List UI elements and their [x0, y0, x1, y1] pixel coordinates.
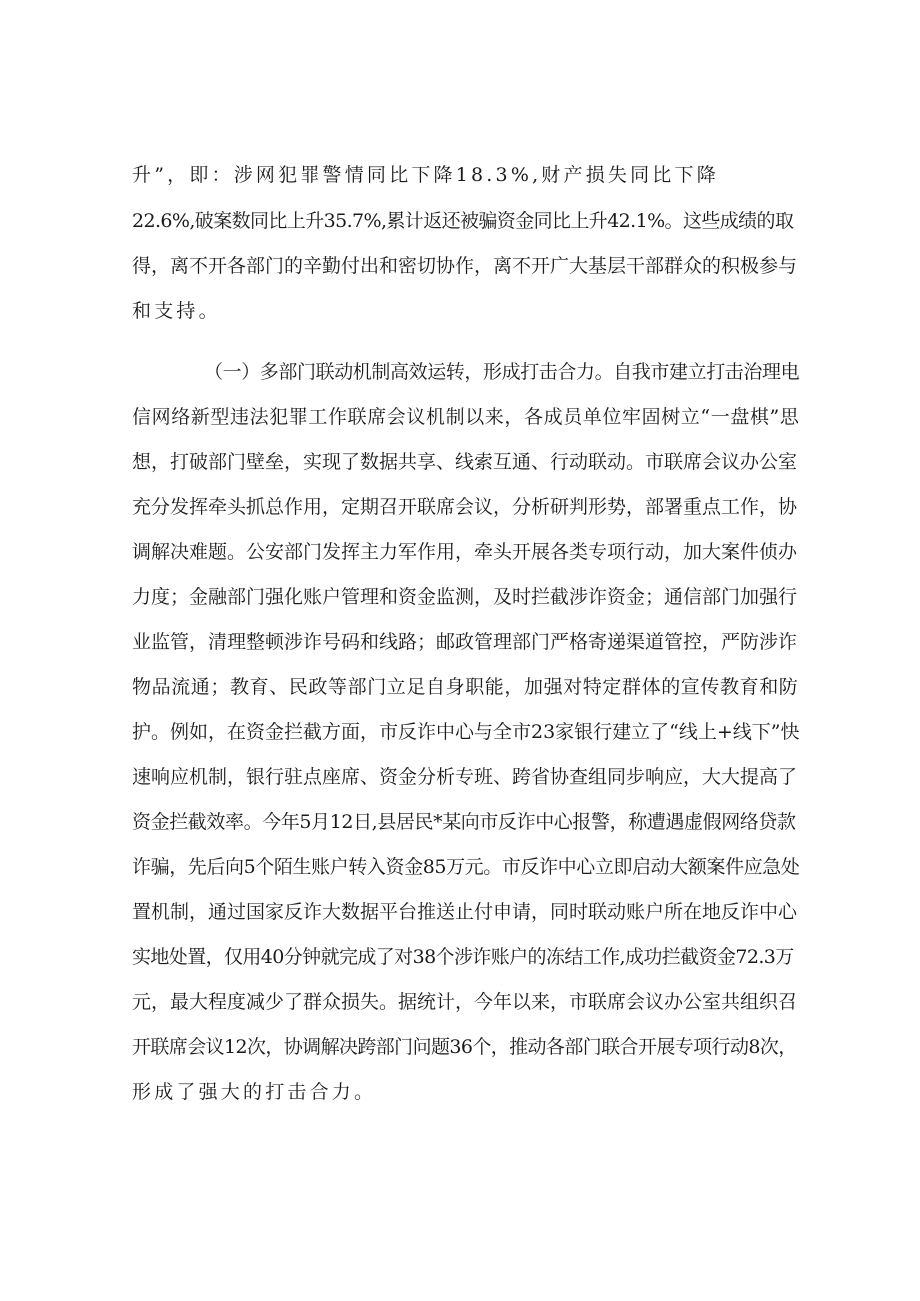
paragraph-2-line-15: 元，最大程度减少了群众损失。据统计，今年以来，市联席会议办公室共组织召 — [132, 991, 798, 1013]
paragraph-2-line-9: 护。例如，在资金拦截方面，市反诈中心与全市23家银行建立了“线上+线下”快 — [132, 721, 800, 743]
paragraph-2-line-4: 充分发挥牵头抓总作用，定期召开联席会议，分析研判形势，部署重点工作，协 — [132, 496, 798, 518]
paragraph-1-line-3: 得，离不开各部门的辛勤付出和密切协作，离不开广大基层干部群众的积极参与 — [132, 255, 798, 277]
paragraph-2-line-3: 想，打破部门壁垒，实现了数据共享、线索互通、行动联动。市联席会议办公室 — [132, 451, 798, 473]
paragraph-2-line-12: 诈骗，先后向5个陌生账户转入资金85万元。市反诈中心立即启动大额案件应急处 — [132, 856, 800, 878]
paragraph-2-line-11: 资金拦截效率。今年5月12日,县居民*某向市反诈中心报警，称遭遇虚假网络贷款 — [132, 811, 796, 833]
paragraph-1-line-2: 22.6%,破案数同比上升35.7%,累计返还被骗资金同比上升42.1%。这些成绩的取 — [132, 210, 794, 232]
paragraph-2-line-5: 调解决难题。公安部门发挥主力军作用，牵头开展各类专项行动，加大案件侦办 — [132, 541, 798, 563]
paragraph-2-line-13: 置机制，通过国家反诈大数据平台推送止付申请，同时联动账户所在地反诈中心 — [132, 901, 798, 923]
paragraph-2-line-16: 开联席会议12次，协调解决跨部门问题36个，推动各部门联合开展专项行动8次， — [132, 1036, 797, 1058]
paragraph-2-line-6: 力度；金融部门强化账户管理和资金监测，及时拦截涉诈资金；通信部门加强行 — [132, 586, 798, 608]
paragraph-1-line-4: 和支持。 — [132, 300, 221, 322]
paragraph-2-line-1: （一）多部门联动机制高效运转，形成打击合力。自我市建立打击治理电 — [204, 361, 800, 383]
paragraph-2-line-8: 物品流通；教育、民政等部门立足自身职能，加强对特定群体的宣传教育和防 — [132, 676, 799, 698]
paragraph-2-line-10: 速响应机制，银行驻点座席、资金分析专班、跨省协查组同步响应，大大提高了 — [132, 766, 798, 788]
paragraph-2-line-7: 业监管，清理整顿涉诈号码和线路；邮政管理部门严格寄递渠道管控，严防涉诈 — [132, 631, 798, 653]
paragraph-2-line-14: 实地处置，仅用40分钟就完成了对38个涉诈账户的冻结工作,成功拦截资金72.3万 — [132, 946, 794, 968]
paragraph-2-line-2: 信网络新型违法犯罪工作联席会议机制以来，各成员单位牢固树立“一盘棋”思 — [132, 406, 800, 428]
paragraph-1-line-1: 升”，即：涉网犯罪警情同比下降18.3%,财产损失同比下降 — [132, 164, 719, 186]
paragraph-2-line-17: 形成了强大的打击合力。 — [132, 1081, 377, 1103]
